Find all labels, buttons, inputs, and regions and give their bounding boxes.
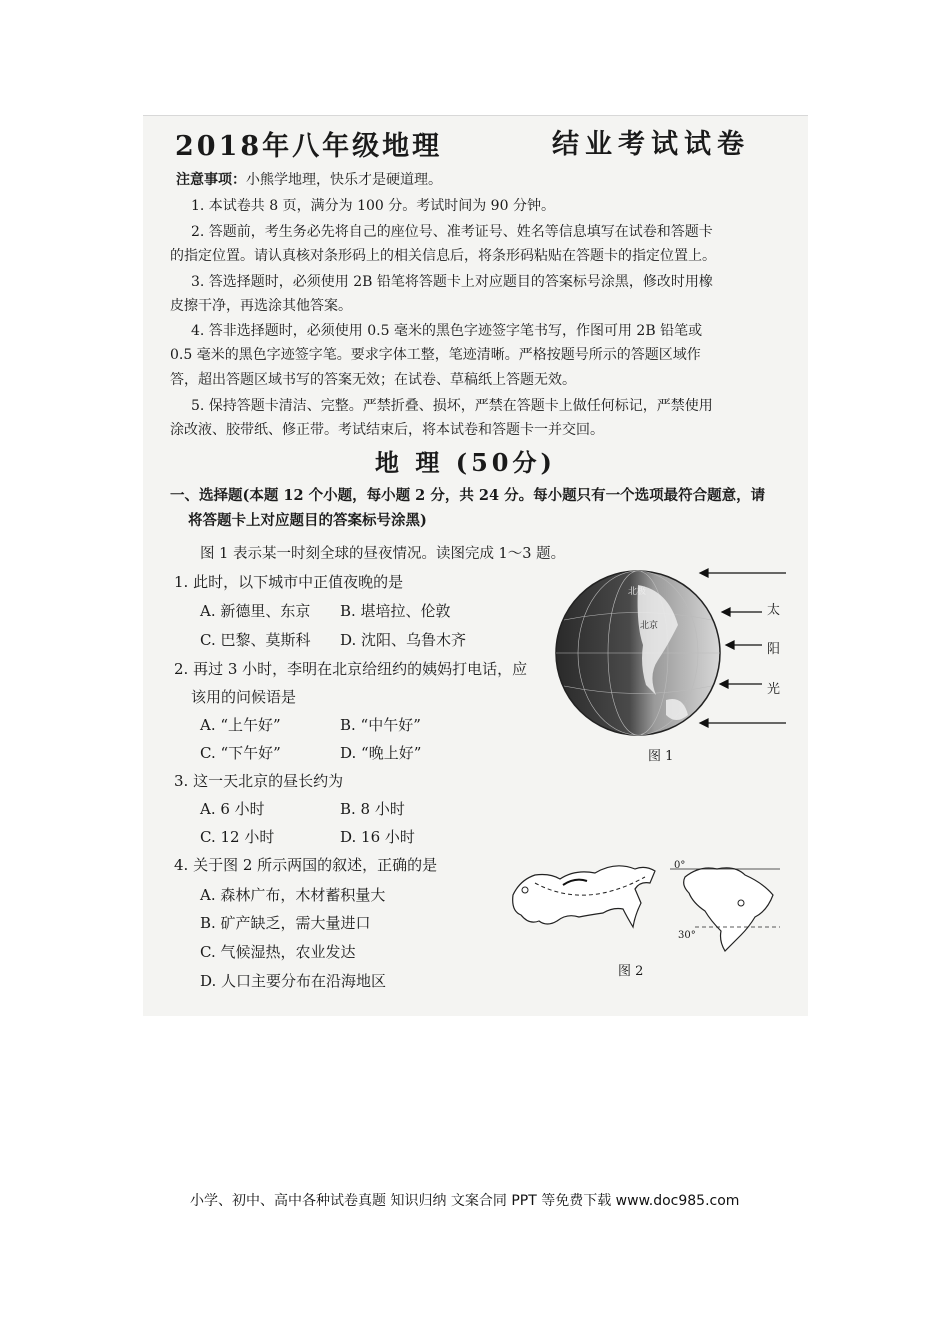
question-stem: 1. 此时，以下城市中正值夜晚的是	[174, 573, 404, 591]
section-heading: 将答题卡上对应题目的答案标号涂黑)	[188, 512, 427, 529]
question-option: A. “上午好”	[200, 716, 281, 734]
exam-title: 2018年八年级地理	[175, 131, 443, 162]
section-intro: 图 1 表示某一时刻全球的昼夜情况。读图完成 1～3 题。	[200, 546, 566, 562]
figure2-maps	[505, 855, 780, 955]
globe-label: 北极	[628, 587, 647, 597]
question-option: B. 矿产缺乏，需大量进口	[200, 914, 371, 932]
notice-tagline: 小熊学地理，快乐才是硬道理。	[246, 172, 442, 188]
exam-subtitle: 结业考试试卷	[552, 129, 750, 160]
globe-label: 北京	[640, 621, 659, 631]
question-option: A. 6 小时	[200, 800, 265, 818]
question-option: C. 12 小时	[200, 828, 275, 846]
sunlight-label-char: 阳	[767, 642, 781, 657]
notice-label: 注意事项：	[176, 172, 246, 188]
sunlight-label-char: 光	[767, 682, 781, 697]
notice-line: 2. 答题前，考生务必先将自己的座位号、准考证号、姓名等信息填写在试卷和答题卡	[191, 224, 713, 240]
notice-line: 0.5 毫米的黑色字迹签字笔。要求字体工整，笔迹清晰。严格按题号所示的答题区域作	[170, 347, 701, 363]
question-option: D. “晚上好”	[340, 744, 422, 762]
question-stem: 2. 再过 3 小时，李明在北京给纽约的姨妈打电话，应	[174, 660, 528, 678]
question-option: D. 沈阳、乌鲁木齐	[340, 631, 467, 649]
question-option: B. 8 小时	[340, 800, 405, 818]
figure1-caption: 图 1	[648, 749, 674, 764]
notice-line: 的指定位置。请认真核对条形码上的相关信息后，将条形码粘贴在答题卡的指定位置上。	[170, 248, 716, 264]
question-option: D. 16 小时	[340, 828, 415, 846]
question-stem-continued: 该用的问候语是	[191, 688, 297, 706]
notice-line: 涂改液、胶带纸、修正带。考试结束后，将本试卷和答题卡一并交回。	[170, 422, 604, 438]
notice-line: 1. 本试卷共 8 页，满分为 100 分。考试时间为 90 分钟。	[191, 198, 555, 214]
figure2-caption: 图 2	[618, 964, 644, 979]
page-footer: 小学、初中、高中各种试卷真题 知识归纳 文案合同 PPT 等免费下载 www.doc985.com	[190, 1193, 740, 1209]
question-option: D. 人口主要分布在沿海地区	[200, 972, 387, 990]
latitude-label: 0°	[674, 860, 686, 871]
notice-line: 皮擦干净，再选涂其他答案。	[170, 298, 352, 314]
latitude-label: 30°	[678, 930, 696, 941]
question-stem: 4. 关于图 2 所示两国的叙述，正确的是	[174, 856, 438, 874]
question-option: C. “下午好”	[200, 744, 281, 762]
question-option: C. 巴黎、莫斯科	[200, 631, 311, 649]
figure1-globe	[548, 565, 788, 745]
question-option: A. 森林广布，木材蓄积量大	[200, 886, 386, 904]
question-option: B. “中午好”	[340, 716, 421, 734]
question-option: C. 气候湿热，农业发达	[200, 943, 356, 961]
question-option: B. 堪培拉、伦敦	[340, 602, 451, 620]
notice-line: 5. 保持答题卡清洁、完整。严禁折叠、损坏，严禁在答题卡上做任何标记，严禁使用	[191, 398, 713, 414]
question-stem: 3. 这一天北京的昼长约为	[174, 772, 344, 790]
notice-heading	[176, 170, 442, 190]
notice-line: 4. 答非选择题时，必须使用 0.5 毫米的黑色字迹签字笔书写，作图可用 2B 铅笔或	[191, 323, 703, 339]
notice-line: 答，超出答题区域书写的答案无效；在试卷、草稿纸上答题无效。	[170, 372, 576, 388]
section-title: 地 理 (50分)	[375, 448, 556, 477]
section-heading: 一、选择题(本题 12 个小题，每小题 2 分，共 24 分。每小题只有一个选项最符合题意，请	[170, 487, 766, 504]
sunlight-label-char: 太	[767, 603, 781, 618]
notice-line: 3. 答选择题时，必须使用 2B 铅笔将答题卡上对应题目的答案标号涂黑，修改时用橡	[191, 274, 713, 290]
question-option: A. 新德里、东京	[200, 602, 311, 620]
